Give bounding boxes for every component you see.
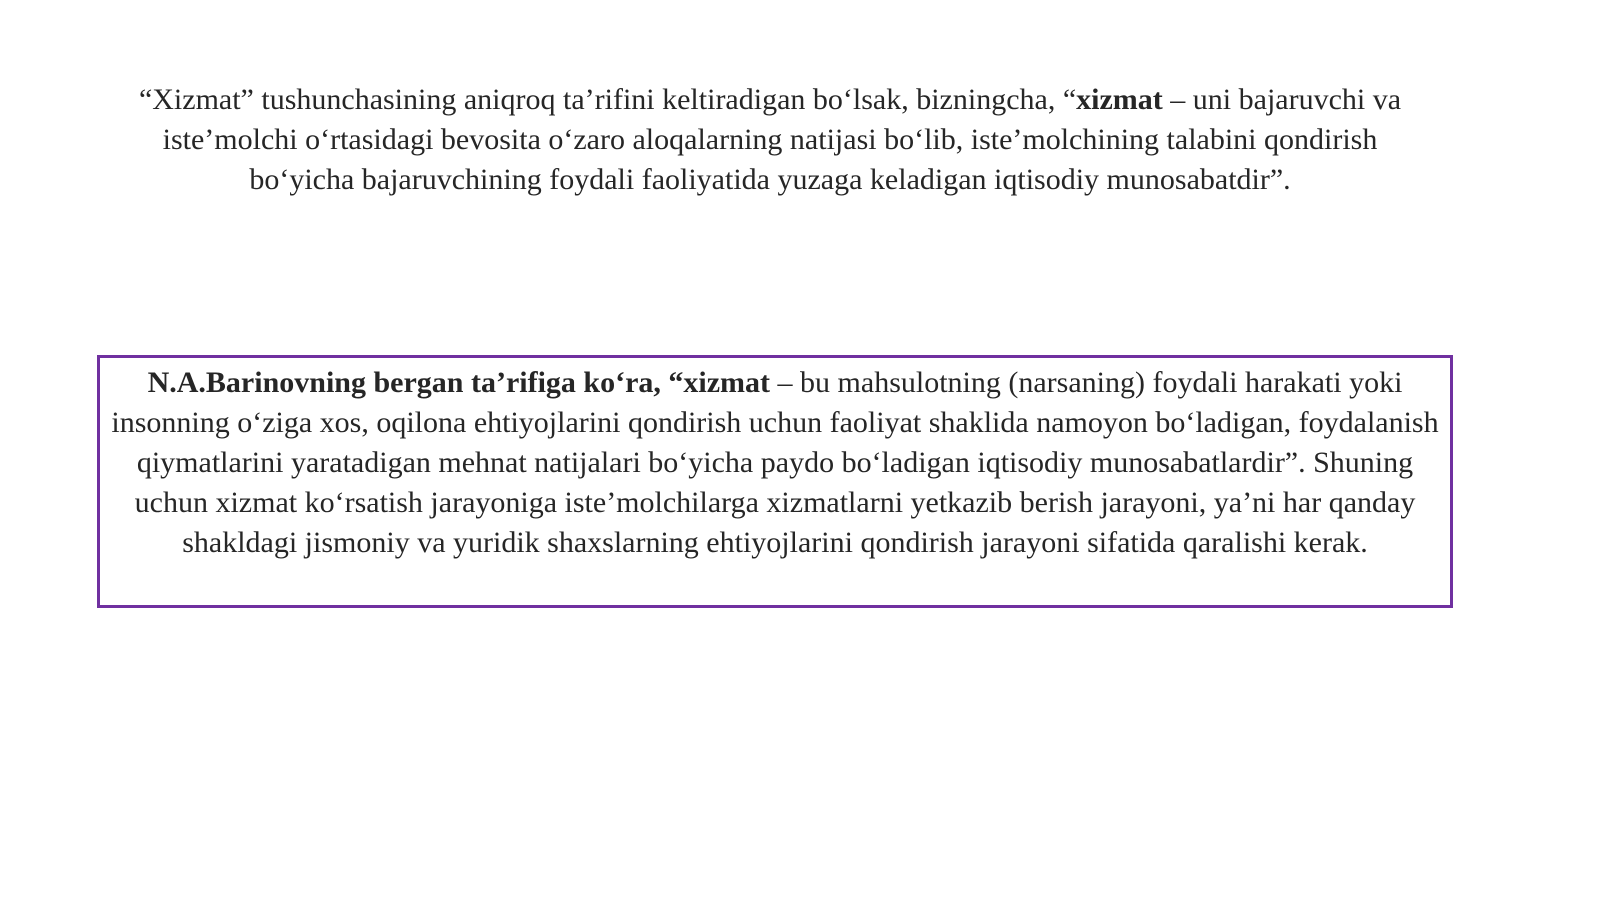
- barinov-definition-box: [97, 355, 1453, 608]
- barinov-definition-body: – bu mahsulotning (narsaning) foydali harakati yoki insonning o‘ziga xos, oqilona ehtiyojlarini qondirish uchun faoliyat shaklida namoyon bo‘ladigan, foydalanish qiymatlarini yaratadigan mehnat natijalari bo‘yicha paydo bo‘ladigan iqtisodiy munosabatlardir”. Shuning uchun xizmat ko‘rsatish jarayoniga iste’molchilarga xizmatlarni yetkazib berish jarayoni, ya’ni har qanday shakldagi jismoniy va yuridik shaxslarning ehtiyojlarini qondirish jarayoni sifatida qaralishi kerak.: [111, 366, 1439, 559]
- definition-paragraph: [112, 80, 1428, 200]
- barinov-definition-lead: N.A.Barinovning bergan ta’rifiga ko‘ra, “xizmat: [147, 366, 771, 399]
- definition-term: xizmat: [1076, 83, 1163, 116]
- definition-intro: “Xizmat” tushunchasining aniqroq ta’rifini keltiradigan bo‘lsak, bizningcha, “: [138, 83, 1077, 116]
- definition-body: – uni bajaruvchi va iste’molchi o‘rtasidagi bevosita o‘zaro aloqalarning natijasi bo‘lib, iste’molchining talabini qondirish bo‘yicha bajaruvchining foydali faoliyatida yuzaga keladigan iqtisodiy munosabatdir”.: [162, 83, 1402, 196]
